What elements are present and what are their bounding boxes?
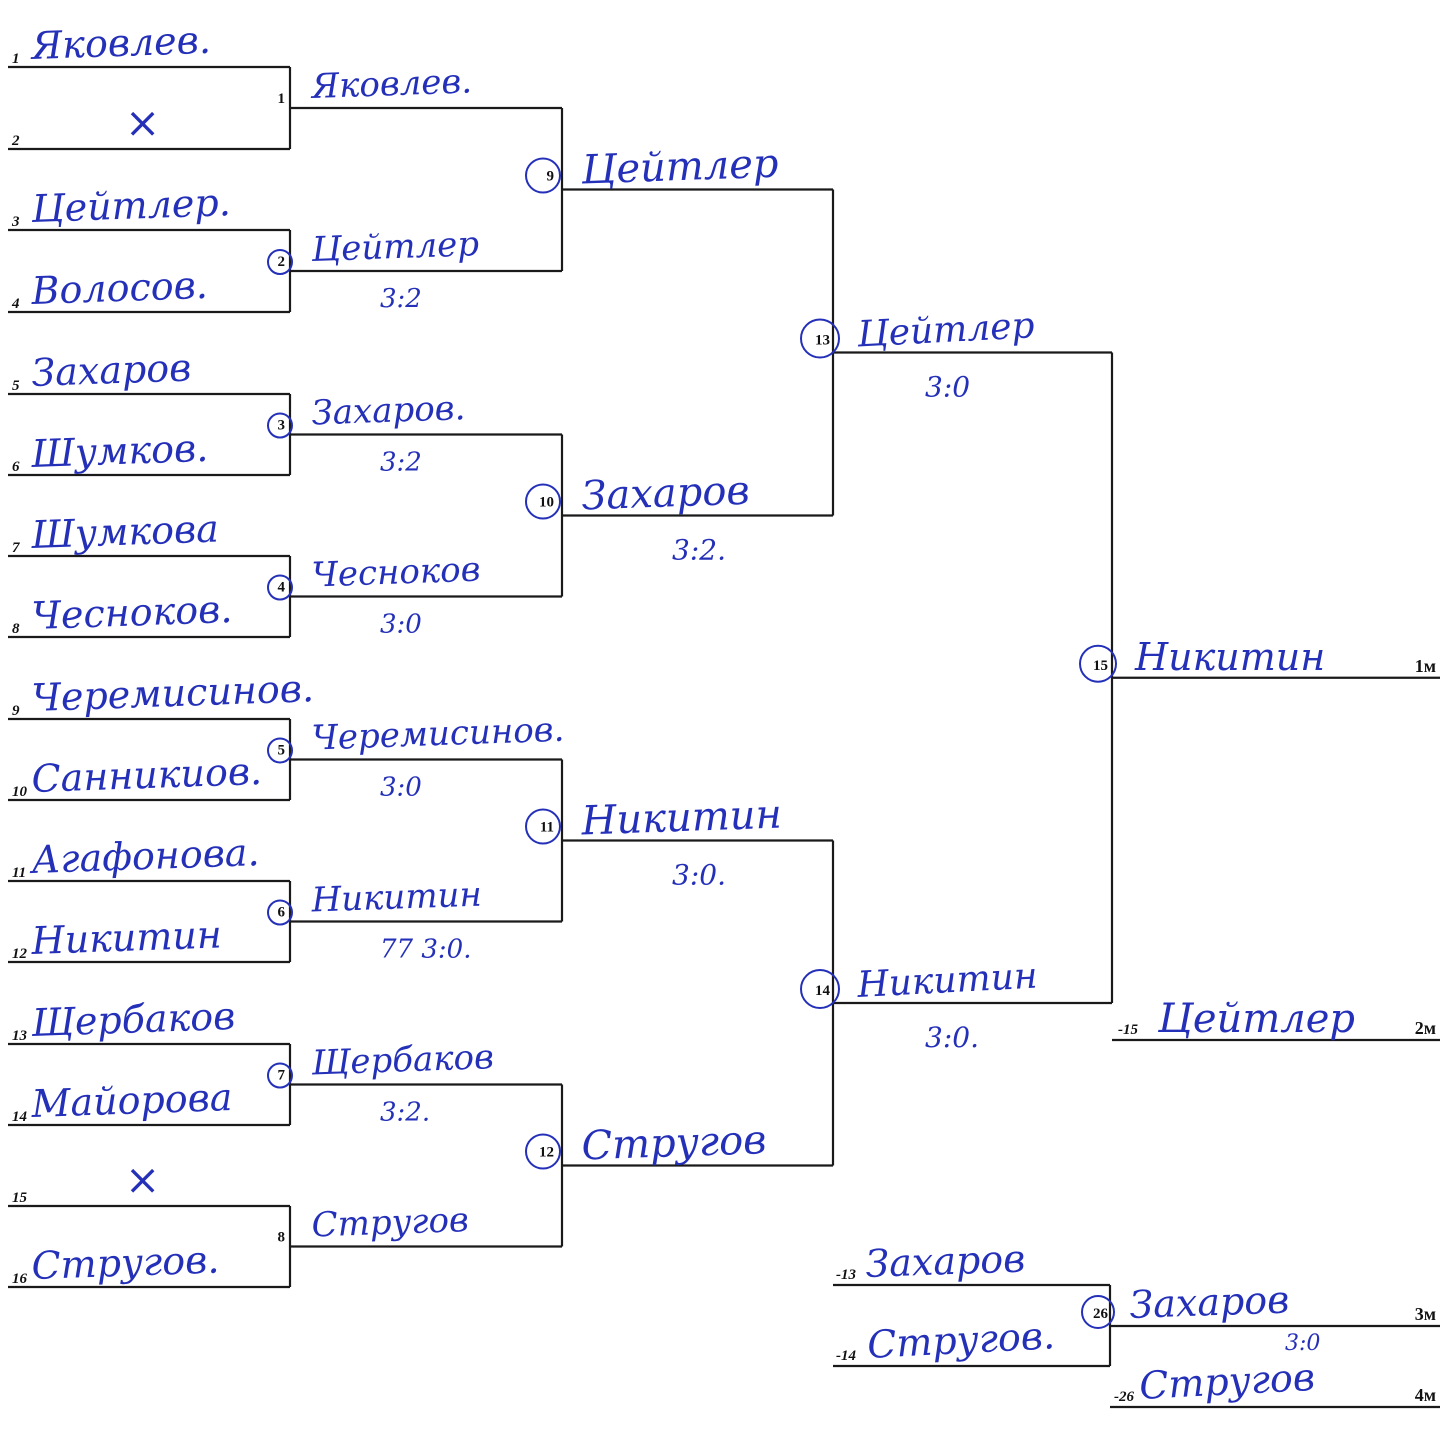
loser-ref: -26 bbox=[1114, 1389, 1134, 1405]
match-number: 10 bbox=[539, 494, 554, 511]
r2-winner-name: Стругов bbox=[580, 1117, 768, 1170]
seed-number: 10 bbox=[12, 784, 27, 800]
seed-name: Черемисинов. bbox=[30, 666, 315, 720]
seed-name: Никитин bbox=[30, 912, 223, 963]
seed-number: 1 bbox=[12, 51, 20, 67]
seed-number: 5 bbox=[12, 378, 20, 394]
seed-number: 3 bbox=[12, 214, 20, 230]
r1-score: 3:0 bbox=[380, 609, 422, 640]
r2-score: 3:2. bbox=[672, 533, 726, 567]
third-place-name: Захаров bbox=[1128, 1277, 1290, 1327]
seed-name: Цейтлер. bbox=[30, 180, 232, 231]
seed-number: 12 bbox=[12, 946, 27, 962]
r1-winner-name: Цейтлер bbox=[310, 224, 480, 270]
match-number: 11 bbox=[539, 819, 554, 836]
seed-name: Щербаков bbox=[30, 993, 236, 1045]
match-number: 2 bbox=[277, 254, 285, 270]
third-match-name-a: Захаров bbox=[864, 1236, 1026, 1286]
seed-number: 16 bbox=[12, 1271, 27, 1287]
r2-winner-name: Цейтлер bbox=[580, 140, 780, 194]
r1-winner-name: Черемисинов. bbox=[310, 709, 565, 759]
seed-name: Шумкова bbox=[30, 506, 220, 557]
seed-name: Шумков. bbox=[30, 425, 209, 476]
loser-ref: -15 bbox=[1118, 1022, 1138, 1038]
match-number: 13 bbox=[815, 332, 830, 349]
seed-name: Волосов. bbox=[30, 262, 209, 313]
seed-number: 13 bbox=[12, 1028, 27, 1044]
place-label: 1м bbox=[1414, 655, 1436, 676]
r1-score: 77 3:0. bbox=[380, 934, 472, 965]
match-number: 4 bbox=[277, 579, 285, 596]
r3-score: 3:0 bbox=[925, 370, 971, 404]
seed-number: 14 bbox=[12, 1109, 27, 1125]
match-number: 7 bbox=[277, 1067, 285, 1084]
seed-bye-mark: × bbox=[125, 1155, 161, 1204]
third-match-name-b: Стругов. bbox=[866, 1313, 1056, 1367]
match-number: 6 bbox=[277, 904, 285, 921]
r1-score: 3:2 bbox=[380, 447, 422, 478]
seed-number: 15 bbox=[12, 1190, 27, 1206]
seed-number: 6 bbox=[12, 459, 20, 475]
seed-number: 2 bbox=[12, 133, 20, 149]
place-label: 4м bbox=[1414, 1385, 1436, 1405]
place-label: 2м bbox=[1414, 1018, 1436, 1038]
bracket-lines bbox=[8, 67, 1440, 1407]
match-ring bbox=[526, 159, 560, 193]
match-number: 5 bbox=[277, 742, 285, 759]
r1-winner-name: Щербаков bbox=[310, 1037, 495, 1084]
match-number: 9 bbox=[546, 168, 554, 185]
r1-winner-name: Стругов bbox=[310, 1200, 470, 1246]
seed-number: 8 bbox=[12, 621, 20, 637]
match-number: 12 bbox=[539, 1144, 554, 1161]
r2-winner-name: Никитин bbox=[580, 791, 783, 845]
seed-name: Стругов. bbox=[30, 1237, 220, 1288]
r1-score: 3:2 bbox=[380, 284, 422, 314]
seed-number: 4 bbox=[12, 296, 20, 312]
r1-score: 3:2. bbox=[380, 1097, 431, 1128]
r1-winner-name: Яковлев. bbox=[310, 61, 473, 107]
loser-ref: -14 bbox=[836, 1348, 856, 1364]
match-number: 8 bbox=[277, 1229, 285, 1246]
second-place-name: Цейтлер bbox=[1158, 996, 1355, 1042]
r3-winner-name: Никитин bbox=[856, 955, 1039, 1006]
r1-winner-name: Никитин bbox=[310, 874, 483, 921]
bracket-labels bbox=[11, 18, 1436, 1408]
fourth-place-name: Стругов bbox=[1138, 1354, 1316, 1408]
r2-winner-name: Захаров bbox=[580, 467, 751, 520]
match-number: 14 bbox=[815, 983, 830, 999]
seed-name: Агафонова. bbox=[30, 830, 261, 882]
r1-winner-name: Чесноков bbox=[310, 549, 482, 596]
seed-name: Чесноков. bbox=[30, 587, 234, 638]
match-number: 3 bbox=[277, 417, 285, 434]
third-match-score: 3:0 bbox=[1285, 1331, 1321, 1356]
seed-name: Майорова bbox=[30, 1075, 234, 1126]
match-number: 26 bbox=[1093, 1306, 1108, 1322]
r3-score: 3:0. bbox=[925, 1021, 979, 1054]
r1-winner-name: Захаров. bbox=[310, 388, 466, 434]
r1-score: 3:0 bbox=[380, 772, 422, 803]
match-number: 15 bbox=[1093, 657, 1108, 674]
r3-winner-name: Цейтлер bbox=[856, 305, 1036, 356]
seed-name: Санникиов. bbox=[30, 748, 263, 801]
seed-number: 7 bbox=[12, 540, 20, 556]
seed-number: 9 bbox=[12, 703, 20, 719]
place-label: 3м bbox=[1414, 1304, 1436, 1324]
seed-name: Яковлев. bbox=[30, 17, 212, 68]
seed-number: 11 bbox=[12, 865, 27, 881]
r2-score: 3:0. bbox=[672, 858, 726, 892]
loser-ref: -13 bbox=[836, 1267, 856, 1283]
seed-name: Захаров bbox=[30, 345, 192, 395]
champion-name: Никитин bbox=[1135, 634, 1326, 679]
seed-bye-mark: × bbox=[125, 98, 161, 147]
match-number: 1 bbox=[277, 91, 285, 107]
